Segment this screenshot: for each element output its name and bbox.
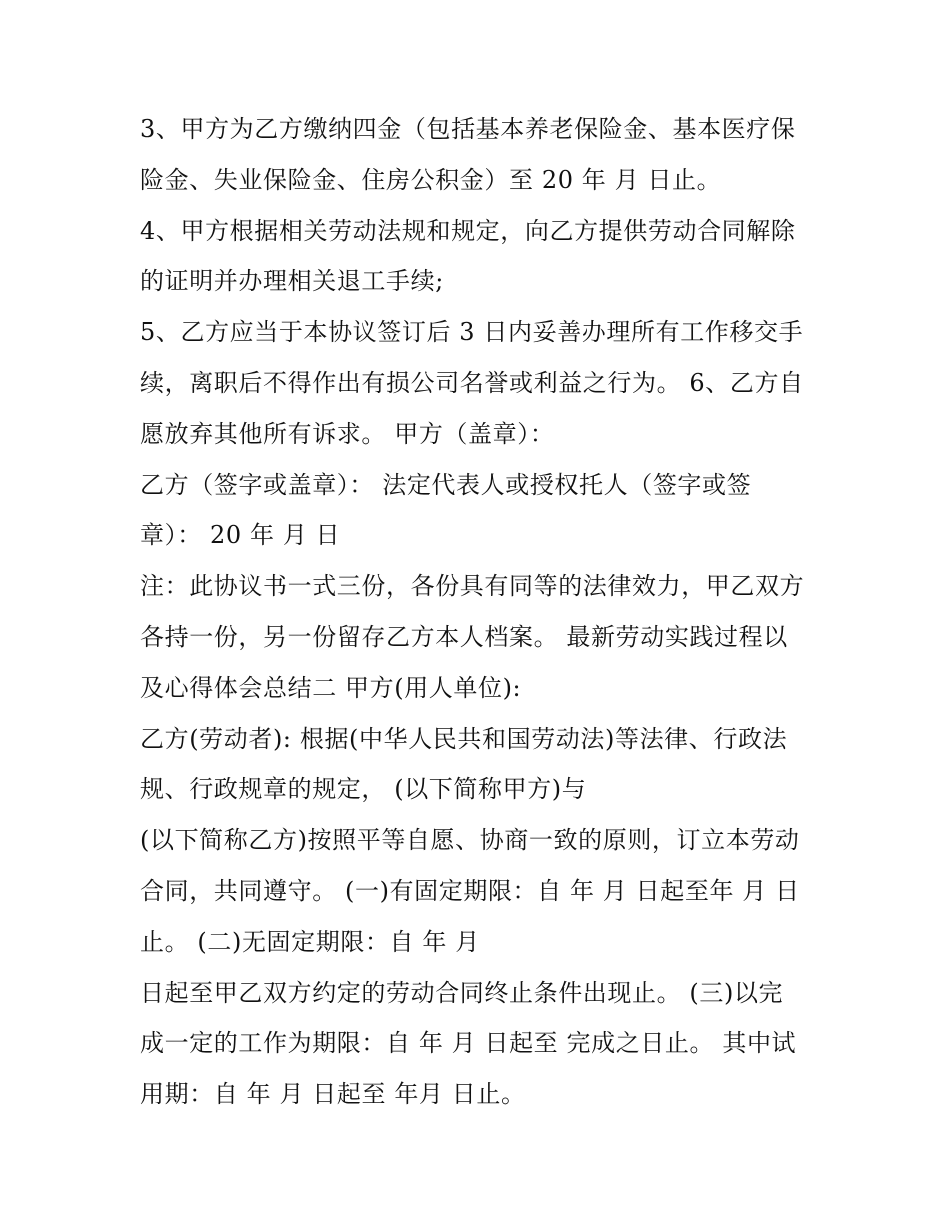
text-line: 愿放弃其他所有诉求。 甲方（盖章）： [140,419,555,448]
text-line: 乙方（签字或盖章）： 法定代表人或授权托人（签字或签 [140,470,752,499]
text-line: 4、甲方根据相关劳动法规和规定，向乙方提供劳动合同解除 [140,216,796,245]
text-line: 成一定的工作为期限：自 年 月 日起至 完成之日止。 其中试 [140,1029,797,1058]
text-line: 各持一份，另一份留存乙方本人档案。 最新劳动实践过程以 [140,622,788,651]
text-line: 3、甲方为乙方缴纳四金（包括基本养老保险金、基本医疗保 [140,115,796,143]
text-line: 规、行政规章的规定， (以下简称甲方)与 [140,775,587,804]
text-line: 止。 (二)无固定期限：自 年 月 [140,927,480,956]
text-line: (以下简称乙方)按照平等自愿、协商一致的原则，订立本劳动 [140,826,800,855]
text-line: 注：此协议书一式三份，各份具有同等的法律效力，甲乙双方 [140,572,805,601]
text-line: 险金、失业保险金、住房公积金）至 20 年 月 日止。 [140,165,722,194]
document-body [140,104,830,1120]
text-line: 的证明并办理相关退工手续; [140,267,444,296]
text-line: 日起至甲乙双方约定的劳动合同终止条件出现止。 (三)以完 [140,978,784,1007]
text-line: 用期：自 年 月 日起至 年月 日止。 [140,1080,526,1109]
text-line: 乙方(劳动者): 根据(中华人民共和国劳动法)等法律、行政法 [140,724,788,753]
text-line: 合同，共同遵守。 (一)有固定期限：自 年 月 日起至年 月 日 [140,876,800,905]
text-line: 5、乙方应当于本协议签订后 3 日内妥善办理所有工作移交手 [140,318,804,347]
text-line: 及心得体会总结二 甲方(用人单位): [140,673,522,702]
text-line: 章）： 20 年 月 日 [140,521,341,550]
text-line: 续，离职后不得作出有损公司名誉或利益之行为。 6、乙方自 [140,368,804,397]
